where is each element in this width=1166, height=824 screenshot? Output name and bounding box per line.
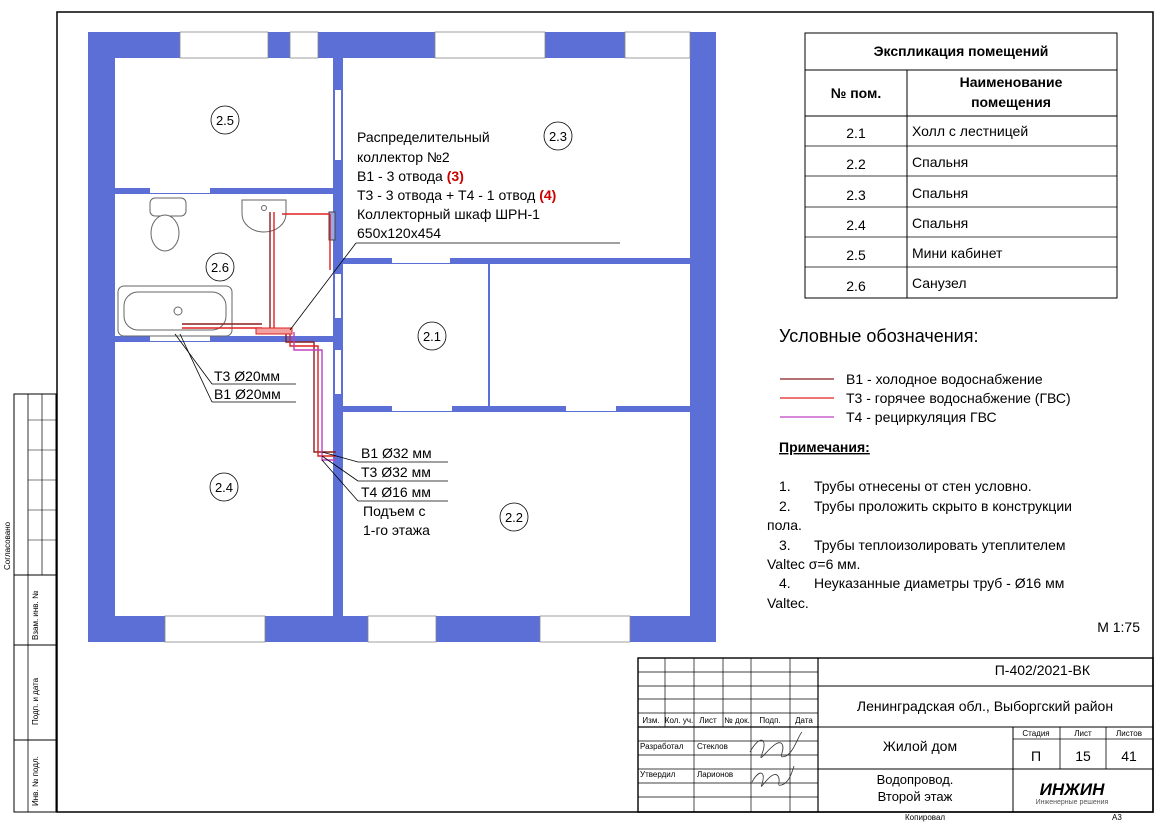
sheet-title-1: Водопровод. (876, 772, 954, 787)
signature-developer (750, 732, 802, 758)
svg-text:2.3: 2.3 (548, 129, 568, 144)
legend-title: Условные обозначения: (779, 326, 979, 346)
svg-text:Подп.: Подп. (759, 716, 781, 725)
svg-text:Valtec σ=6 мм.: Valtec σ=6 мм. (767, 556, 861, 572)
room-label-2-4 (210, 473, 238, 501)
row-num: 2.1 (846, 125, 866, 141)
svg-text:ИНЖИН: ИНЖИН (1039, 780, 1105, 799)
svg-text:Т4 Ø16 мм: Т4 Ø16 мм (361, 484, 431, 500)
svg-text:4.: 4. (779, 575, 791, 591)
svg-text:Инженерные решения: Инженерные решения (1035, 799, 1109, 806)
legend-item: Т3 - горячее водоснабжение (ГВС) (846, 390, 1071, 406)
row-num: 2.4 (846, 217, 866, 233)
row-name: Спальня (912, 185, 969, 201)
sheet-value: 15 (1075, 748, 1091, 764)
svg-text:Изм.: Изм. (642, 716, 660, 725)
title-block (638, 658, 1153, 822)
explication-title: Экспликация помещений (873, 43, 1049, 59)
callout-dims: 650х120х454 (357, 225, 442, 241)
svg-text:Т3 Ø20мм: Т3 Ø20мм (214, 368, 280, 384)
callout-b1: В1 - 3 отвода (3) (357, 168, 464, 184)
developed-label: Разработал (640, 742, 684, 751)
location: Ленинградская обл., Выборгский район (856, 698, 1114, 714)
row-name: Санузел (912, 275, 967, 291)
sheet-title-2: Второй этаж (877, 789, 953, 804)
svg-text:2.: 2. (779, 498, 791, 514)
svg-text:Трубы проложить скрыто в конст: Трубы проложить скрыто в конструкции (814, 498, 1072, 514)
room-label-2-3 (544, 122, 572, 150)
row-num: 2.3 (846, 187, 866, 203)
object-name: Жилой дом (882, 738, 958, 754)
callout-t3: Т3 - 3 отвода + Т4 - 1 отвод (4) (357, 187, 557, 203)
svg-text:1.: 1. (779, 478, 791, 494)
row-num: 2.2 (846, 156, 866, 172)
svg-text:Трубы отнесены от стен условно: Трубы отнесены от стен условно. (814, 478, 1032, 494)
svg-text:Кол. уч.: Кол. уч. (664, 716, 694, 725)
svg-text:2.5: 2.5 (215, 113, 235, 128)
stage-value: П (1030, 748, 1042, 764)
callout-cabinet: Коллекторный шкаф ШРН-1 (357, 206, 540, 222)
approved-name: Ларионов (697, 770, 734, 779)
legend (779, 326, 1071, 425)
scale-label: М 1:75 (1097, 619, 1140, 635)
callout-line1: Распределительный (357, 129, 490, 145)
svg-text:Листов: Листов (1116, 729, 1142, 738)
svg-text:В1 Ø32 мм: В1 Ø32 мм (361, 445, 432, 461)
format-label: А3 (1112, 813, 1122, 822)
svg-text:В1 Ø20мм: В1 Ø20мм (214, 386, 281, 402)
toilet-bowl (151, 215, 179, 251)
toilet-tank (150, 198, 186, 216)
svg-text:Трубы теплоизолировать утеплит: Трубы теплоизолировать утеплителем (814, 537, 1066, 553)
svg-text:Подъем с: Подъем с (363, 503, 426, 519)
svg-text:1-го этажа: 1-го этажа (363, 522, 430, 538)
room-label-2-5 (211, 106, 239, 134)
svg-text:Неуказанные диаметры труб - Ø1: Неуказанные диаметры труб - Ø16 мм (814, 575, 1065, 591)
copied-label: Копировал (905, 813, 946, 822)
legend-item: В1 - холодное водоснабжение (846, 371, 1043, 387)
svg-text:Стадия: Стадия (1022, 729, 1050, 738)
svg-text:2.6: 2.6 (210, 260, 230, 275)
sheets-value: 41 (1121, 748, 1137, 764)
room-2-1 (343, 264, 488, 406)
row-num: 2.5 (846, 247, 866, 263)
distribution-collector (256, 328, 292, 334)
svg-text:Т3 Ø32 мм: Т3 Ø32 мм (361, 464, 431, 480)
svg-text:2.2: 2.2 (504, 510, 524, 525)
room-label-2-2 (500, 503, 528, 531)
company-logo (1036, 780, 1109, 806)
svg-text:Лист: Лист (699, 716, 717, 725)
room-stair (490, 264, 690, 406)
row-name: Спальня (912, 215, 969, 231)
svg-text:пола.: пола. (767, 517, 802, 533)
doc-code: П-402/2021-ВК (994, 662, 1090, 678)
col-num-header: № пом. (830, 85, 882, 101)
svg-text:Лист: Лист (1074, 729, 1092, 738)
notes-title: Примечания: (779, 439, 870, 455)
room-label-2-6 (206, 253, 234, 281)
row-name: Холл с лестницей (912, 123, 1029, 139)
side-stamp (3, 394, 56, 812)
svg-text:№ док.: № док. (724, 716, 750, 725)
svg-text:2.4: 2.4 (214, 480, 234, 495)
approved-label: Утвердил (640, 770, 676, 779)
svg-text:2.1: 2.1 (422, 329, 442, 344)
developed-name: Стеклов (697, 742, 728, 751)
svg-text:Valtec.: Valtec. (767, 595, 809, 611)
svg-text:Дата: Дата (795, 716, 813, 725)
svg-text:Подп. и дата: Подп. и дата (31, 677, 40, 725)
row-num: 2.6 (846, 278, 866, 294)
col-name-header-1: Наименование (959, 74, 1063, 90)
legend-item: Т4 - рециркуляция ГВС (846, 409, 997, 425)
row-name: Спальня (912, 154, 969, 170)
notes (767, 439, 1140, 635)
svg-text:Инв. № подл.: Инв. № подл. (31, 756, 40, 806)
floor-plan (88, 32, 716, 642)
svg-text:Взам. инв. №: Взам. инв. № (31, 590, 40, 640)
sink (242, 200, 286, 232)
room-label-2-1 (418, 322, 446, 350)
svg-text:Согласовано: Согласовано (3, 521, 12, 570)
row-name: Мини кабинет (912, 245, 1003, 261)
col-name-header-2: помещения (971, 94, 1051, 110)
explication-table (805, 33, 1117, 298)
svg-text:3.: 3. (779, 537, 791, 553)
callout-line2: коллектор №2 (357, 149, 450, 165)
